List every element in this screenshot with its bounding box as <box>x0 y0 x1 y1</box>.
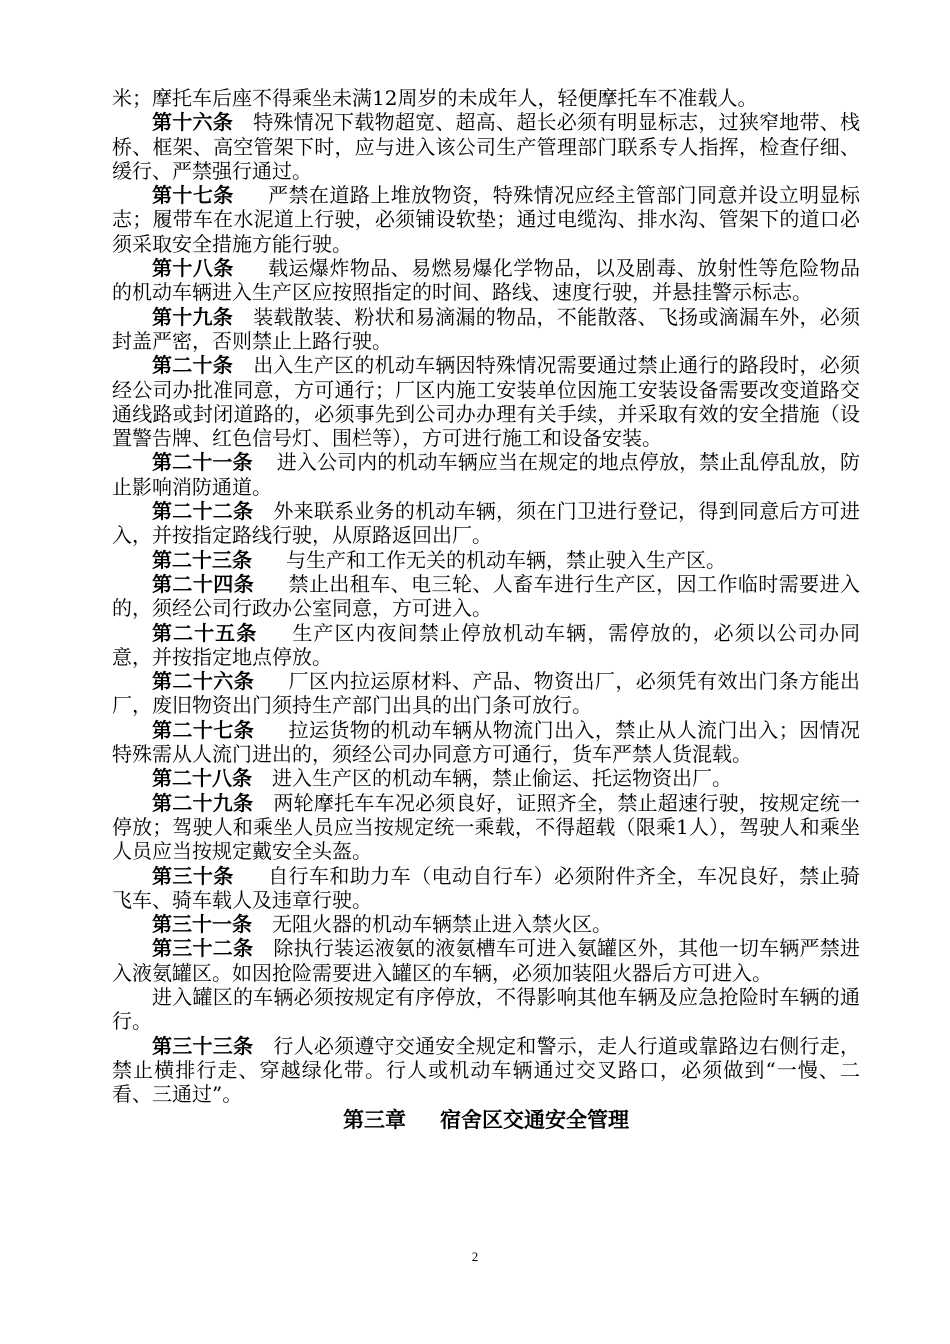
article-number: 第二十三条 <box>152 547 252 572</box>
article-text: 出入生产区的机动车辆因特殊情况需要通过禁止通行的路段时，必须经公司办批准同意，方可通行；厂区内施工安装单位因施工安装设备需要改变道路交通线路或封闭道路的，必须事先到公司办办理有关手续，并采取有效的安全措施（设置警告牌、红色信号灯、围栏等），方可进行施工和设备安装。 <box>112 353 861 451</box>
article-paragraph <box>112 450 860 499</box>
article-text: 装载散装、粉状和易滴漏的物品，不能散落、飞扬或滴漏车外，必须封盖严密，否则禁止上路行驶。 <box>112 304 861 353</box>
article-text: 行人必须遵守交通安全规定和警示，走人行道或靠路边右侧行走，禁止横排行走、穿越绿化带。行人或机动车辆通过交叉路口，必须做到“一慢、二看、三通过”。 <box>112 1033 861 1107</box>
chapter-number: 第三章 <box>343 1107 406 1133</box>
article-paragraph <box>112 353 860 450</box>
article-paragraph <box>112 621 860 670</box>
article-text: 外来联系业务的机动车辆，须在门卫进行登记，得到同意后方可进入，并按指定路线行驶，从原路返回出厂。 <box>112 499 861 548</box>
article-number: 第二十七条 <box>152 717 255 742</box>
article-text: 除执行装运液氨的液氨槽车可进入氨罐区外，其他一切车辆严禁进入液氨罐区。如因抢险需要进入罐区的车辆，必须加装阻火器后方可进入。 <box>112 936 861 985</box>
article-paragraph <box>112 183 860 256</box>
chapter-title: 宿舍区交通安全管理 <box>440 1107 629 1133</box>
page-number: 2 <box>471 1249 479 1264</box>
article-paragraph <box>112 256 860 305</box>
article-number: 第三十二条 <box>152 936 254 961</box>
article-text: 厂区内拉运原材料、产品、物资出厂，必须凭有效出门条方能出厂，废旧物资出门须持生产部门出具的出门条可放行。 <box>112 669 861 718</box>
article-text: 进入公司内的机动车辆应当在规定的地点停放，禁止乱停乱放，防止影响消防通道。 <box>112 450 861 499</box>
article-paragraph <box>112 985 860 1034</box>
document-body <box>112 86 860 1133</box>
article-paragraph <box>112 766 860 790</box>
article-number: 第二十五条 <box>152 620 258 645</box>
article-text: 自行车和助力车（电动自行车）必须附件齐全，车况良好，禁止骑飞车、骑车载人及违章行驶。 <box>112 863 861 912</box>
article-text: 进入生产区的机动车辆，禁止偷运、托运物资出厂。 <box>272 766 732 791</box>
article-paragraph <box>112 791 860 864</box>
article-paragraph <box>112 572 860 621</box>
article-text: 载运爆炸物品、易燃易爆化学物品，以及剧毒、放射性等危险物品的机动车辆进入生产区应按照指定的时间、路线、速度行驶，并悬挂警示标志。 <box>112 256 861 305</box>
article-text: 无阻火器的机动车辆禁止进入禁火区。 <box>272 912 612 937</box>
article-number: 第二十九条 <box>152 790 254 815</box>
article-paragraph <box>112 1034 860 1107</box>
article-paragraph <box>112 548 860 572</box>
article-number: 第二十六条 <box>152 669 255 694</box>
article-number: 第二十一条 <box>152 450 253 475</box>
article-text: 严禁在道路上堆放物资，特殊情况应经主管部门同意并设立明显标志；履带车在水泥道上行驶，必须铺设软垫；通过电缆沟、排水沟、管架下的道口必须采取安全措施方能行驶。 <box>112 183 861 256</box>
article-paragraph <box>112 110 860 183</box>
article-paragraph <box>112 718 860 767</box>
article-paragraph <box>112 305 860 354</box>
article-text: 进入罐区的车辆必须按规定有序停放，不得影响其他车辆及应急抢险时车辆的通行。 <box>112 984 860 1034</box>
article-number: 第三十三条 <box>152 1033 254 1058</box>
article-number: 第十八条 <box>152 256 234 281</box>
article-number: 第二十四条 <box>152 571 255 596</box>
article-text: 两轮摩托车车况必须良好，证照齐全，禁止超速行驶，按规定统一停放；驾驶人和乘坐人员应当按规定统一乘载，不得超载（限乘1人），驾驶人和乘坐人员应当按规定戴安全头盔。 <box>112 790 861 864</box>
article-number: 第十九条 <box>152 304 233 329</box>
article-paragraph <box>112 864 860 913</box>
article-number: 第十六条 <box>152 110 233 135</box>
article-number: 第二十条 <box>152 353 233 378</box>
article-number: 第二十二条 <box>152 499 254 524</box>
article-paragraph <box>112 499 860 548</box>
chapter-heading <box>112 1108 860 1132</box>
article-text: 米；摩托车后座不得乘坐未满12周岁的未成年人，轻便摩托车不准载人。 <box>112 86 758 110</box>
article-text: 禁止出租车、电三轮、人畜车进行生产区，因工作临时需要进入的，须经公司行政办公室同意，方可进入。 <box>112 571 861 621</box>
article-number: 第三十一条 <box>152 912 252 937</box>
article-paragraph <box>112 912 860 936</box>
article-text: 生产区内夜间禁止停放机动车辆，需停放的，必须以公司办同意，并按指定地点停放。 <box>112 620 860 669</box>
article-number: 第三十条 <box>152 863 234 888</box>
article-number: 第十七条 <box>152 183 234 208</box>
article-paragraph <box>112 86 860 110</box>
article-text: 与生产和工作无关的机动车辆，禁止驶入生产区。 <box>286 547 726 572</box>
article-text: 特殊情况下载物超宽、超高、超长必须有明显标志，过狭窄地带、栈桥、框架、高空管架下时，应与进入该公司生产管理部门联系专人指挥，检查仔细、缓行、严禁强行通过。 <box>112 110 861 183</box>
article-paragraph <box>112 936 860 985</box>
article-paragraph <box>112 669 860 718</box>
article-text: 拉运货物的机动车辆从物流门出入，禁止从人流门出入；因情况特殊需从人流门进出的，须经公司办同意方可通行，货车严禁人货混载。 <box>112 717 861 767</box>
article-number: 第二十八条 <box>152 766 252 791</box>
